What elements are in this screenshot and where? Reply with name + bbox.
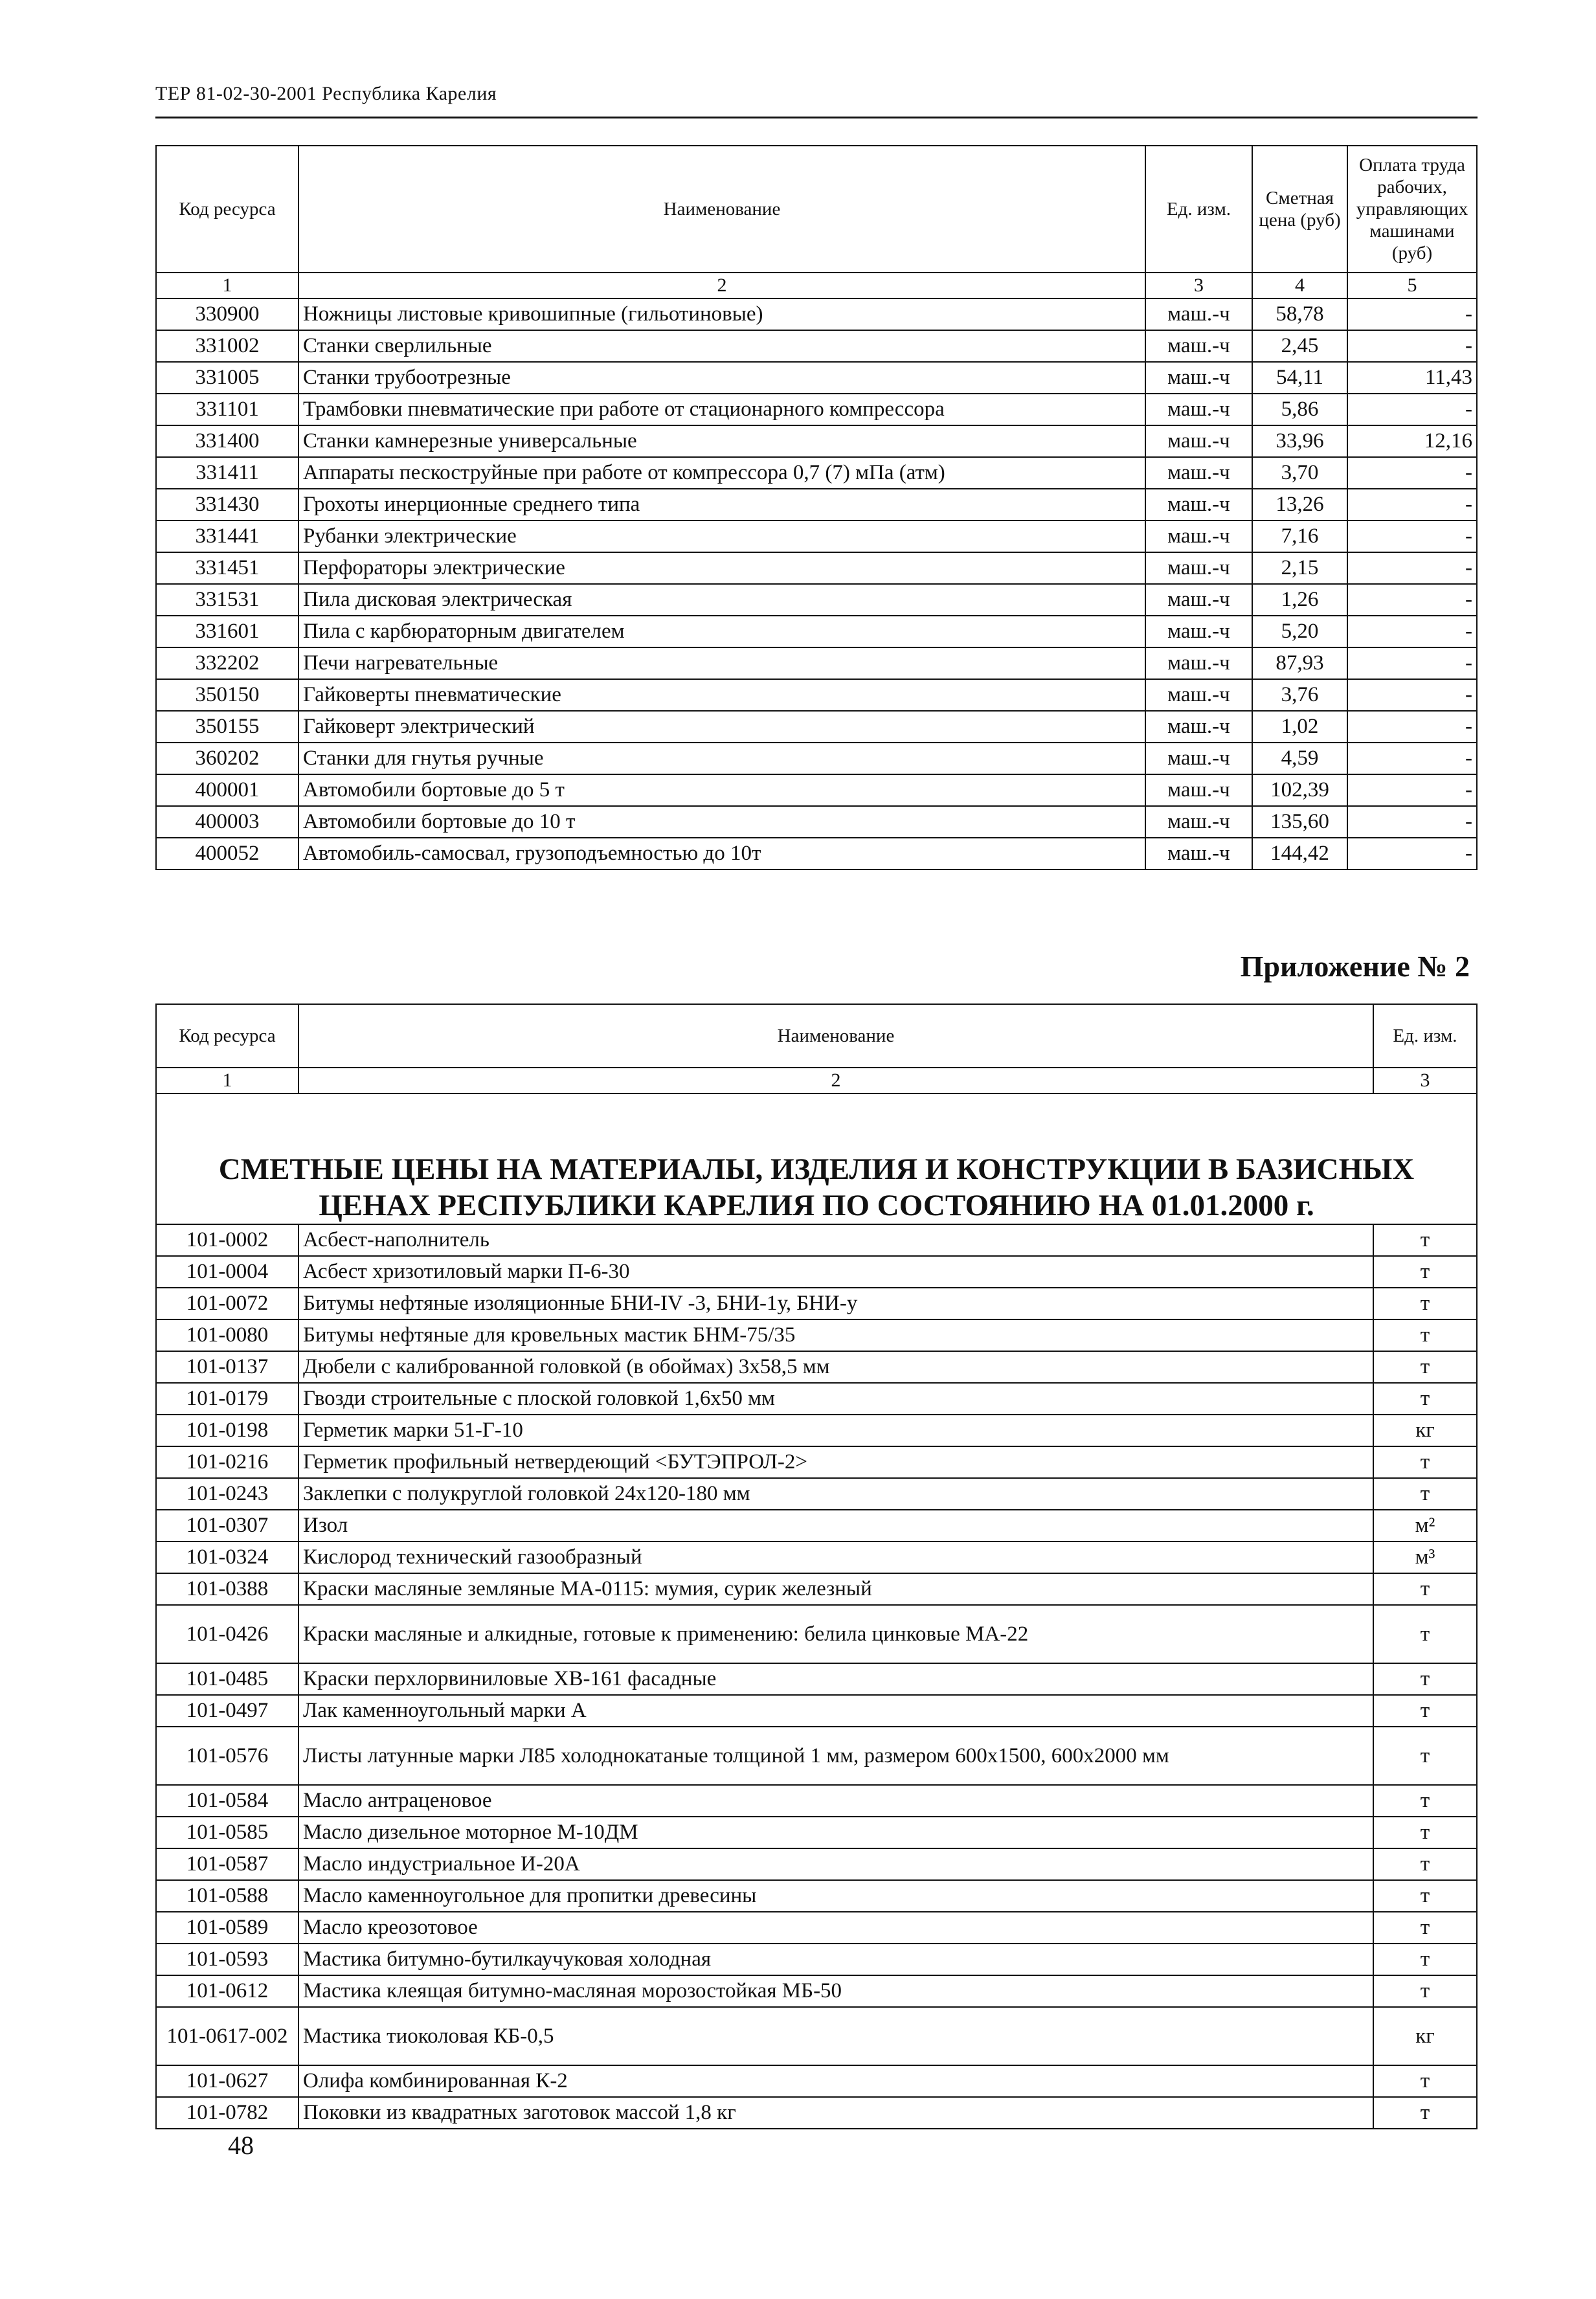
price: 3,70 — [1252, 457, 1347, 489]
unit: т — [1373, 1478, 1477, 1510]
resource-name: Мастика тиоколовая КБ-0,5 — [298, 2007, 1373, 2065]
table-row — [156, 743, 1477, 774]
resource-code: 101-0576 — [156, 1727, 298, 1785]
table-row — [156, 362, 1477, 394]
resource-name: Асбест хризотиловый марки П-6-30 — [298, 1256, 1373, 1288]
resource-code: 101-0388 — [156, 1573, 298, 1605]
table-row — [156, 1848, 1477, 1880]
unit: маш.-ч — [1145, 362, 1252, 394]
unit: маш.-ч — [1145, 774, 1252, 806]
table-row — [156, 1912, 1477, 1944]
resource-code: 101-0588 — [156, 1880, 298, 1912]
unit: кг — [1373, 2007, 1477, 2065]
unit: т — [1373, 1663, 1477, 1695]
wage: - — [1347, 521, 1477, 552]
wage: - — [1347, 489, 1477, 521]
unit: т — [1373, 1319, 1477, 1351]
resource-name: Грохоты инерционные среднего типа — [298, 489, 1145, 521]
price: 4,59 — [1252, 743, 1347, 774]
resource-code: 331430 — [156, 489, 298, 521]
resource-name: Масло креозотовое — [298, 1912, 1373, 1944]
table-row — [156, 647, 1477, 679]
table-row — [156, 1319, 1477, 1351]
table-row — [156, 1351, 1477, 1383]
unit: т — [1373, 1975, 1477, 2007]
table-row — [156, 425, 1477, 457]
resource-name: Масло каменноугольное для пропитки древесины — [298, 1880, 1373, 1912]
table-row — [156, 298, 1477, 330]
wage: - — [1347, 838, 1477, 869]
table-row — [156, 679, 1477, 711]
table-row — [156, 1573, 1477, 1605]
resource-name: Листы латунные марки Л85 холоднокатаные толщиной 1 мм, размером 600х1500, 600х2000 мм — [298, 1727, 1373, 1785]
resource-code: 350155 — [156, 711, 298, 743]
resource-name: Автомобили бортовые до 5 т — [298, 774, 1145, 806]
resource-name: Пила дисковая электрическая — [298, 584, 1145, 616]
wage: - — [1347, 806, 1477, 838]
wage: - — [1347, 584, 1477, 616]
resource-name: Олифа комбинированная К-2 — [298, 2065, 1373, 2097]
resource-code: 330900 — [156, 298, 298, 330]
table-row — [156, 838, 1477, 869]
table-row — [156, 1975, 1477, 2007]
col-header-name: Наименование — [298, 1004, 1373, 1068]
unit: маш.-ч — [1145, 298, 1252, 330]
resource-code: 331531 — [156, 584, 298, 616]
price: 87,93 — [1252, 647, 1347, 679]
resource-code: 101-0589 — [156, 1912, 298, 1944]
table-row — [156, 330, 1477, 362]
resource-code: 331601 — [156, 616, 298, 647]
price: 1,02 — [1252, 711, 1347, 743]
resource-name: Краски масляные земляные МА-0115: мумия, сурик железный — [298, 1573, 1373, 1605]
col-header-code: Код ресурса — [156, 1004, 298, 1068]
unit: т — [1373, 1605, 1477, 1663]
resource-name: Трамбовки пневматические при работе от стационарного компрессора — [298, 394, 1145, 425]
machines-table — [155, 145, 1478, 870]
resource-name: Станки сверлильные — [298, 330, 1145, 362]
resource-code: 101-0198 — [156, 1415, 298, 1446]
resource-name: Станки трубоотрезные — [298, 362, 1145, 394]
col-header-wage: Оплата труда рабочих, управляющих машинами (руб) — [1347, 146, 1477, 273]
col-index: 2 — [298, 1068, 1373, 1093]
table-row — [156, 1605, 1477, 1663]
resource-code: 101-0002 — [156, 1224, 298, 1256]
unit: т — [1373, 2065, 1477, 2097]
resource-code: 331451 — [156, 552, 298, 584]
table-row — [156, 1415, 1477, 1446]
resource-code: 101-0485 — [156, 1663, 298, 1695]
table-row — [156, 521, 1477, 552]
resource-code: 101-0324 — [156, 1542, 298, 1573]
resource-code: 101-0617-002 — [156, 2007, 298, 2065]
table-row — [156, 1446, 1477, 1478]
wage: - — [1347, 394, 1477, 425]
unit: маш.-ч — [1145, 552, 1252, 584]
resource-name: Станки камнерезные универсальные — [298, 425, 1145, 457]
resource-code: 101-0307 — [156, 1510, 298, 1542]
resource-code: 400001 — [156, 774, 298, 806]
resource-code: 101-0497 — [156, 1695, 298, 1727]
unit: маш.-ч — [1145, 806, 1252, 838]
materials-table — [155, 1004, 1478, 2129]
wage: - — [1347, 457, 1477, 489]
col-index: 4 — [1252, 273, 1347, 298]
unit: маш.-ч — [1145, 584, 1252, 616]
table-row — [156, 1944, 1477, 1975]
unit: маш.-ч — [1145, 394, 1252, 425]
resource-name: Битумы нефтяные для кровельных мастик БНМ-75/35 — [298, 1319, 1373, 1351]
table-row — [156, 552, 1477, 584]
col-header-unit: Ед. изм. — [1373, 1004, 1477, 1068]
col-header-code: Код ресурса — [156, 146, 298, 273]
price: 102,39 — [1252, 774, 1347, 806]
resource-code: 331002 — [156, 330, 298, 362]
resource-name: Герметик марки 51-Г-10 — [298, 1415, 1373, 1446]
unit: маш.-ч — [1145, 425, 1252, 457]
unit: т — [1373, 1912, 1477, 1944]
resource-name: Асбест-наполнитель — [298, 1224, 1373, 1256]
table-row — [156, 806, 1477, 838]
resource-code: 331441 — [156, 521, 298, 552]
resource-name: Масло антраценовое — [298, 1785, 1373, 1817]
resource-code: 101-0072 — [156, 1288, 298, 1319]
price: 5,20 — [1252, 616, 1347, 647]
resource-code: 101-0612 — [156, 1975, 298, 2007]
unit: т — [1373, 1446, 1477, 1478]
unit: маш.-ч — [1145, 489, 1252, 521]
table-row — [156, 584, 1477, 616]
unit: т — [1373, 1727, 1477, 1785]
unit: т — [1373, 1944, 1477, 1975]
unit: м² — [1373, 1510, 1477, 1542]
unit: т — [1373, 1256, 1477, 1288]
resource-code: 101-0137 — [156, 1351, 298, 1383]
unit: маш.-ч — [1145, 457, 1252, 489]
price: 135,60 — [1252, 806, 1347, 838]
resource-code: 101-0179 — [156, 1383, 298, 1415]
resource-name: Перфораторы электрические — [298, 552, 1145, 584]
resource-name: Битумы нефтяные изоляционные БНИ-IV -3, БНИ-1у, БНИ-у — [298, 1288, 1373, 1319]
wage: - — [1347, 743, 1477, 774]
resource-name: Изол — [298, 1510, 1373, 1542]
resource-code: 101-0080 — [156, 1319, 298, 1351]
unit: м³ — [1373, 1542, 1477, 1573]
wage: - — [1347, 647, 1477, 679]
table-row — [156, 1663, 1477, 1695]
resource-code: 101-0426 — [156, 1605, 298, 1663]
unit: маш.-ч — [1145, 330, 1252, 362]
resource-code: 101-0627 — [156, 2065, 298, 2097]
resource-code: 331411 — [156, 457, 298, 489]
col-index: 3 — [1373, 1068, 1477, 1093]
resource-name: Поковки из квадратных заготовок массой 1,8 кг — [298, 2097, 1373, 2129]
table-row — [156, 1785, 1477, 1817]
table-row — [156, 2065, 1477, 2097]
resource-name: Автомобиль-самосвал, грузоподъемностью до 10т — [298, 838, 1145, 869]
table-row — [156, 1288, 1477, 1319]
resource-name: Гайковерты пневматические — [298, 679, 1145, 711]
price: 58,78 — [1252, 298, 1347, 330]
resource-name: Гайковерт электрический — [298, 711, 1145, 743]
resource-code: 331101 — [156, 394, 298, 425]
resource-name: Герметик профильный нетвердеющий <БУТЭПРОЛ-2> — [298, 1446, 1373, 1478]
resource-code: 101-0216 — [156, 1446, 298, 1478]
resource-code: 101-0584 — [156, 1785, 298, 1817]
wage: 12,16 — [1347, 425, 1477, 457]
col-header-name: Наименование — [298, 146, 1145, 273]
price: 2,15 — [1252, 552, 1347, 584]
table-row — [156, 1727, 1477, 1785]
table-row — [156, 1817, 1477, 1848]
col-index: 5 — [1347, 273, 1477, 298]
table-row — [156, 2097, 1477, 2129]
col-header-unit: Ед. изм. — [1145, 146, 1252, 273]
resource-code: 101-0587 — [156, 1848, 298, 1880]
resource-name: Мастика битумно-бутилкаучуковая холодная — [298, 1944, 1373, 1975]
price: 33,96 — [1252, 425, 1347, 457]
table-row — [156, 1880, 1477, 1912]
wage: - — [1347, 330, 1477, 362]
col-header-price: Сметная цена (руб) — [1252, 146, 1347, 273]
resource-code: 331400 — [156, 425, 298, 457]
table-row — [156, 489, 1477, 521]
resource-name: Ножницы листовые кривошипные (гильотиновые) — [298, 298, 1145, 330]
table-row — [156, 1224, 1477, 1256]
resource-name: Рубанки электрические — [298, 521, 1145, 552]
wage: - — [1347, 298, 1477, 330]
unit: т — [1373, 1848, 1477, 1880]
unit: маш.-ч — [1145, 647, 1252, 679]
unit: т — [1373, 1817, 1477, 1848]
page-number: 48 — [228, 2131, 254, 2160]
wage: - — [1347, 552, 1477, 584]
resource-name: Дюбели с калиброванной головкой (в обоймах) 3х58,5 мм — [298, 1351, 1373, 1383]
resource-code: 101-0593 — [156, 1944, 298, 1975]
unit: маш.-ч — [1145, 521, 1252, 552]
price: 13,26 — [1252, 489, 1347, 521]
unit: т — [1373, 1695, 1477, 1727]
unit: маш.-ч — [1145, 838, 1252, 869]
resource-name: Заклепки с полукруглой головкой 24х120-180 мм — [298, 1478, 1373, 1510]
price: 7,16 — [1252, 521, 1347, 552]
table-row — [156, 1383, 1477, 1415]
resource-name: Лак каменноугольный марки А — [298, 1695, 1373, 1727]
resource-code: 400003 — [156, 806, 298, 838]
unit: т — [1373, 1288, 1477, 1319]
unit: т — [1373, 1224, 1477, 1256]
unit: маш.-ч — [1145, 679, 1252, 711]
table-row — [156, 394, 1477, 425]
resource-name: Автомобили бортовые до 10 т — [298, 806, 1145, 838]
table-row — [156, 1256, 1477, 1288]
table-row — [156, 1478, 1477, 1510]
resource-name: Масло дизельное моторное М-10ДМ — [298, 1817, 1373, 1848]
unit: маш.-ч — [1145, 711, 1252, 743]
unit: т — [1373, 1880, 1477, 1912]
document-header: ТЕР 81-02-30-2001 Республика Карелия — [155, 83, 497, 104]
wage: - — [1347, 679, 1477, 711]
col-index: 1 — [156, 1068, 298, 1093]
price: 1,26 — [1252, 584, 1347, 616]
resource-name: Печи нагревательные — [298, 647, 1145, 679]
resource-code: 400052 — [156, 838, 298, 869]
table-row — [156, 1695, 1477, 1727]
resource-name: Аппараты пескоструйные при работе от компрессора 0,7 (7) мПа (атм) — [298, 457, 1145, 489]
wage: - — [1347, 774, 1477, 806]
resource-name: Мастика клеящая битумно-масляная морозостойкая МБ-50 — [298, 1975, 1373, 2007]
wage: - — [1347, 711, 1477, 743]
unit: маш.-ч — [1145, 616, 1252, 647]
resource-name: Краски перхлорвиниловые ХВ-161 фасадные — [298, 1663, 1373, 1695]
resource-code: 101-0585 — [156, 1817, 298, 1848]
unit: т — [1373, 1351, 1477, 1383]
resource-name: Краски масляные и алкидные, готовые к применению: белила цинковые МА-22 — [298, 1605, 1373, 1663]
wage: 11,43 — [1347, 362, 1477, 394]
price: 144,42 — [1252, 838, 1347, 869]
table-row — [156, 616, 1477, 647]
unit: т — [1373, 1383, 1477, 1415]
resource-name: Масло индустриальное И-20А — [298, 1848, 1373, 1880]
header-rule — [155, 117, 1478, 118]
unit: т — [1373, 2097, 1477, 2129]
price: 2,45 — [1252, 330, 1347, 362]
resource-name: Станки для гнутья ручные — [298, 743, 1145, 774]
price: 3,76 — [1252, 679, 1347, 711]
resource-code: 350150 — [156, 679, 298, 711]
resource-code: 331005 — [156, 362, 298, 394]
col-index: 1 — [156, 273, 298, 298]
table-row — [156, 1542, 1477, 1573]
unit: т — [1373, 1785, 1477, 1817]
table-row — [156, 774, 1477, 806]
section-title: СМЕТНЫЕ ЦЕНЫ НА МАТЕРИАЛЫ, ИЗДЕЛИЯ И КОНСТРУКЦИИ В БАЗИСНЫХ ЦЕНАХ РЕСПУБЛИКИ КАРЕЛИЯ ПО СОСТОЯНИЮ НА 01.01.2000 г. — [156, 1093, 1477, 1224]
table-row — [156, 2007, 1477, 2065]
appendix-title: Приложение № 2 — [1240, 950, 1470, 983]
resource-name: Гвозди строительные с плоской головкой 1,6х50 мм — [298, 1383, 1373, 1415]
unit: маш.-ч — [1145, 743, 1252, 774]
resource-code: 360202 — [156, 743, 298, 774]
resource-code: 101-0782 — [156, 2097, 298, 2129]
price: 54,11 — [1252, 362, 1347, 394]
resource-name: Пила с карбюраторным двигателем — [298, 616, 1145, 647]
col-index: 3 — [1145, 273, 1252, 298]
unit: кг — [1373, 1415, 1477, 1446]
table-row — [156, 711, 1477, 743]
unit: т — [1373, 1573, 1477, 1605]
col-index: 2 — [298, 273, 1145, 298]
resource-code: 332202 — [156, 647, 298, 679]
table-row — [156, 457, 1477, 489]
wage: - — [1347, 616, 1477, 647]
table-row — [156, 1510, 1477, 1542]
resource-code: 101-0243 — [156, 1478, 298, 1510]
resource-name: Кислород технический газообразный — [298, 1542, 1373, 1573]
resource-code: 101-0004 — [156, 1256, 298, 1288]
price: 5,86 — [1252, 394, 1347, 425]
